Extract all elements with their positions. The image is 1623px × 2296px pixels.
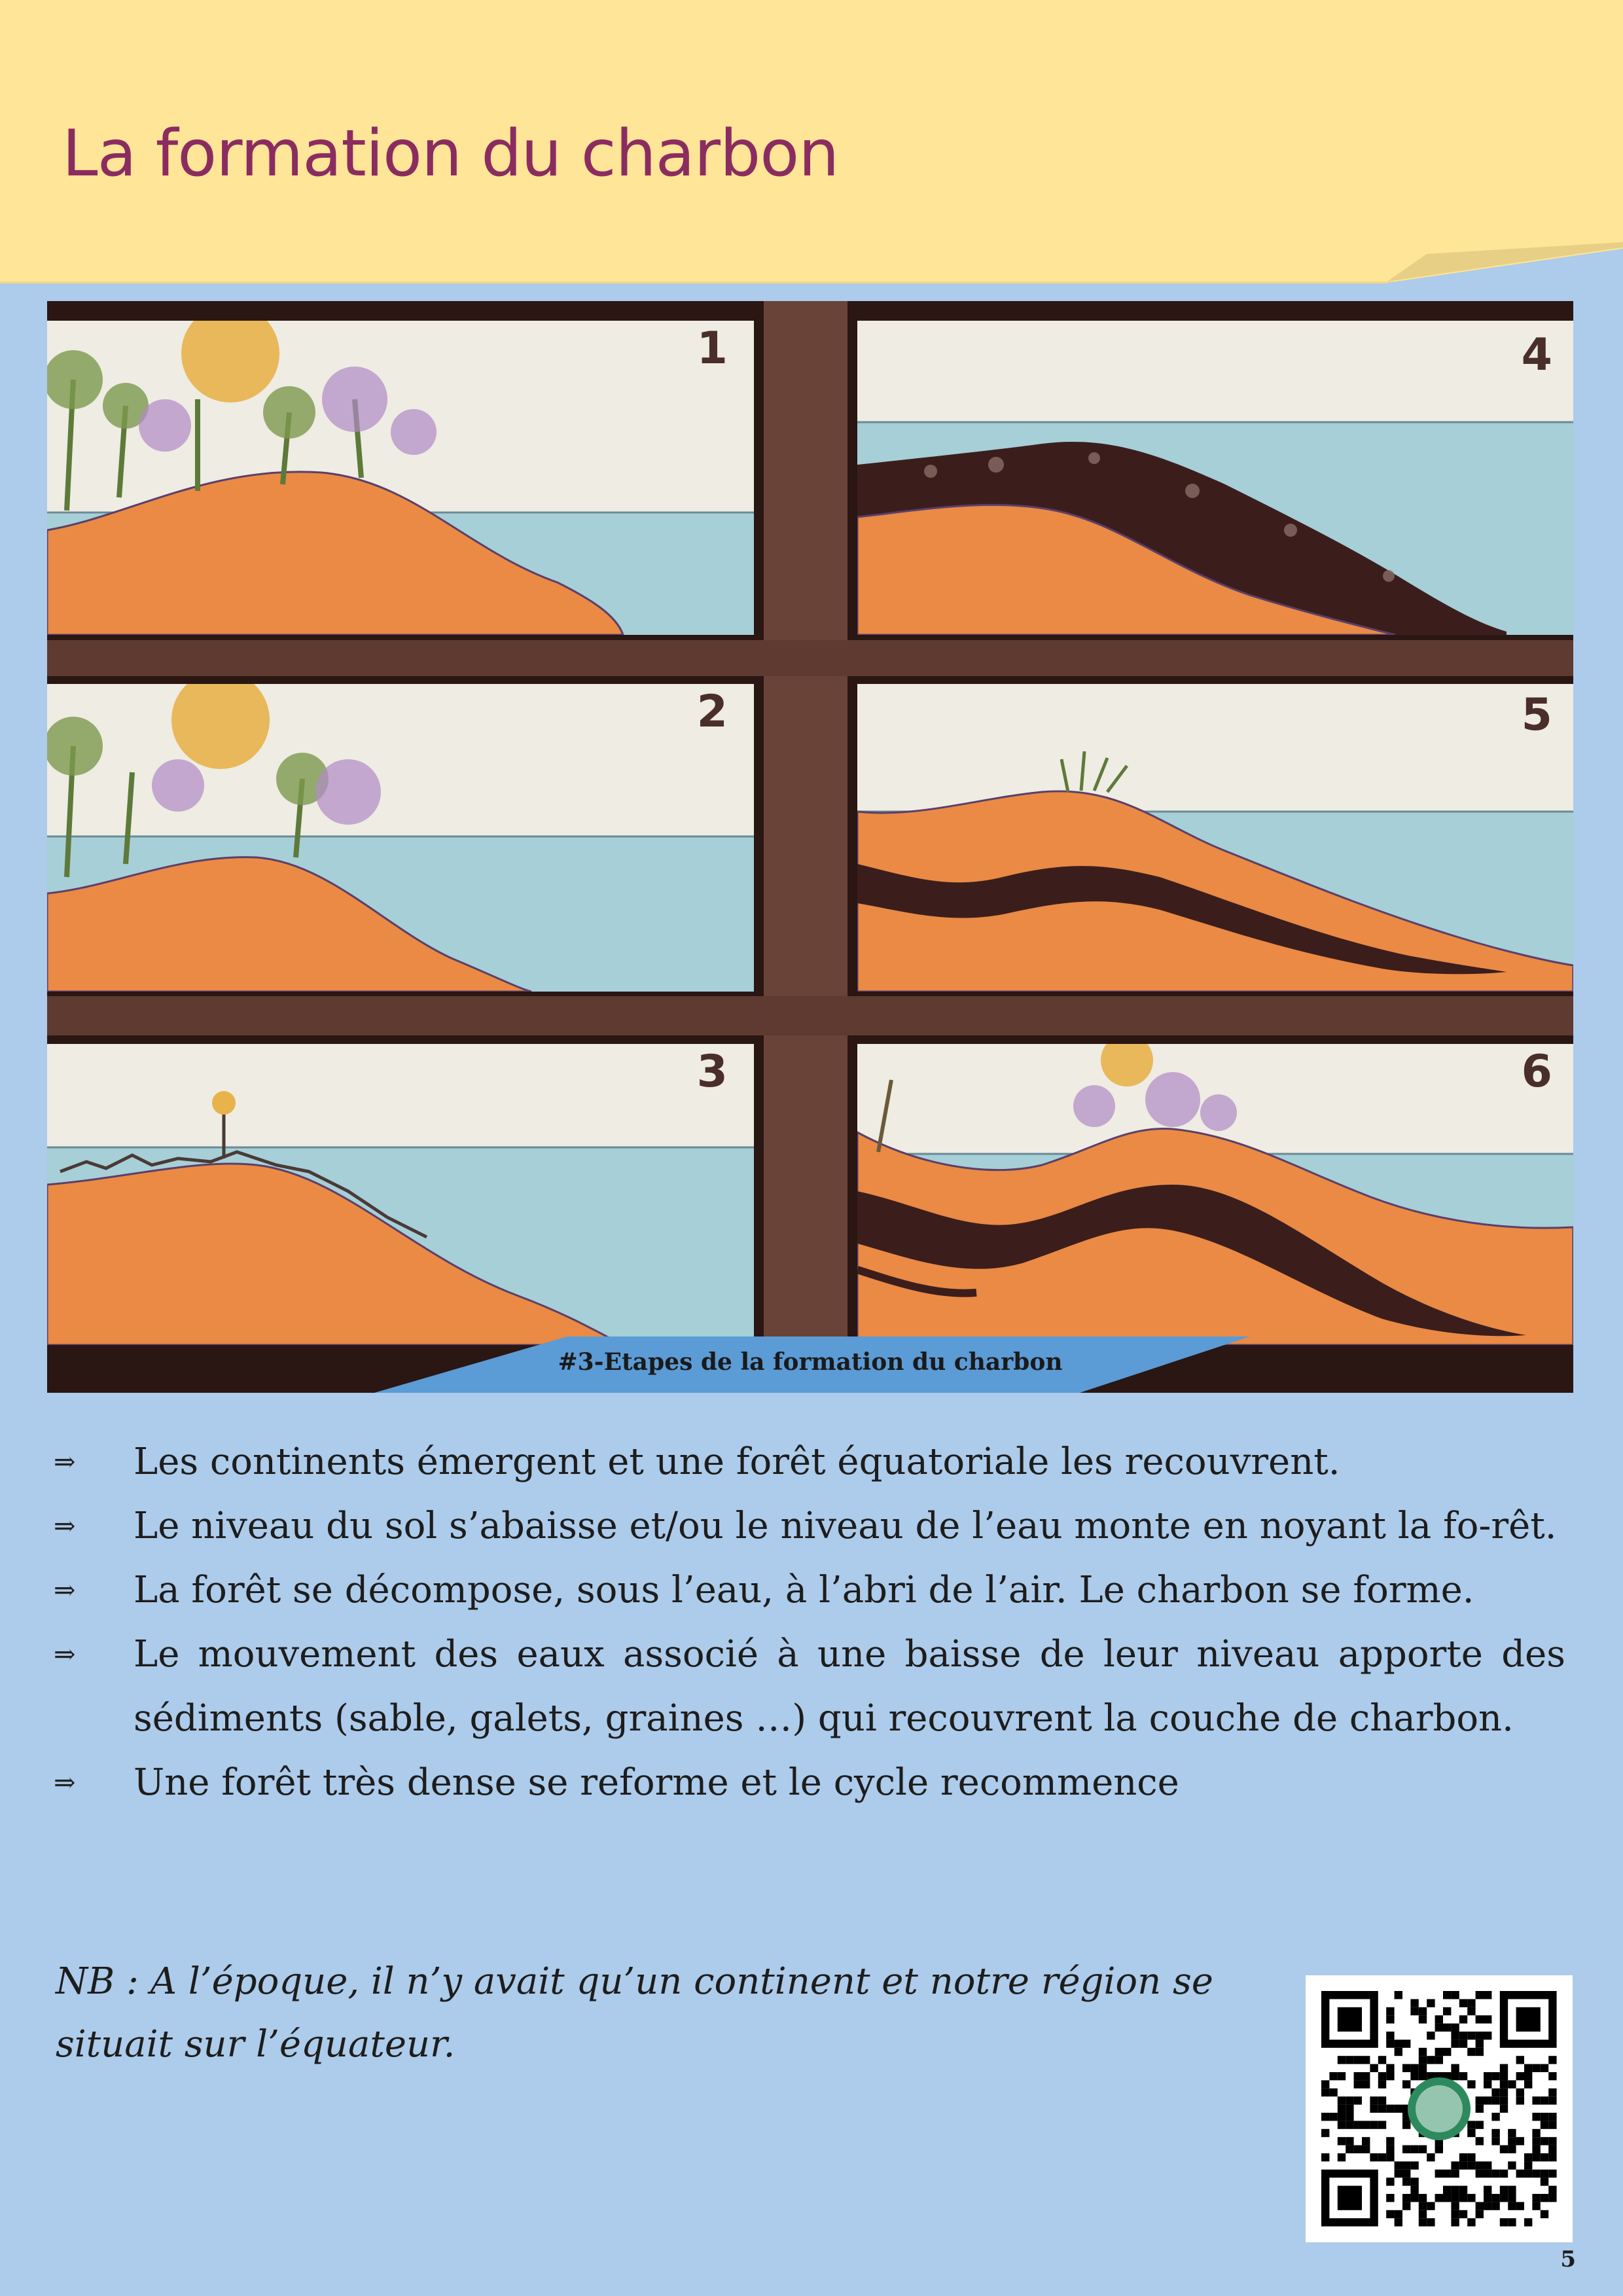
double-arrow-right-icon: ⇒ — [54, 1447, 76, 1477]
page-title: La formation du charbon — [62, 117, 839, 191]
list-item — [54, 1623, 1565, 1751]
double-arrow-right-icon: ⇒ — [54, 1640, 76, 1670]
figure-caption: #3-Etapes de la formation du charbon — [558, 1348, 1063, 1376]
step-text: Le mouvement des eaux associé à une baisse de leur niveau apporte des sédiments (sable, galets, graines …) qui recouvrent la couche de charbon. — [134, 1633, 1565, 1740]
list-item — [54, 1430, 1565, 1494]
panel-3 — [47, 1044, 754, 1345]
panel-1 — [47, 304, 754, 637]
page-curl-decoration — [1387, 242, 1623, 288]
panel-3-number: 3 — [696, 1046, 728, 1098]
panel-5 — [857, 684, 1573, 995]
step-text: Les continents émergent et une forêt équatoriale les recouvrent. — [134, 1441, 1340, 1483]
double-arrow-right-icon: ⇒ — [54, 1575, 76, 1605]
list-item — [54, 1494, 1565, 1558]
panel-6 — [857, 1034, 1573, 1345]
panel-2-number: 2 — [696, 686, 728, 738]
steps-list — [54, 1430, 1565, 1815]
coal-formation-illustration — [47, 301, 1573, 1393]
page-number: 5 — [1560, 2246, 1576, 2272]
panel-1-number: 1 — [696, 323, 728, 374]
panel-4-number: 4 — [1521, 329, 1552, 381]
panel-4 — [857, 321, 1573, 638]
double-arrow-right-icon: ⇒ — [54, 1768, 76, 1798]
step-text: La forêt se décompose, sous l’eau, à l’abri de l’air. Le charbon se forme. — [134, 1569, 1474, 1611]
list-item — [54, 1558, 1565, 1623]
panel-5-number: 5 — [1521, 689, 1552, 741]
panel-2 — [47, 671, 754, 994]
coal-formation-figure — [47, 301, 1573, 1393]
qr-code-icon[interactable] — [1306, 1975, 1573, 2242]
page-header — [0, 0, 1623, 283]
step-text: Une forêt très dense se reforme et le cycle recommence — [134, 1761, 1179, 1804]
panel-6-number: 6 — [1521, 1046, 1552, 1098]
nb-note: NB : A l’époque, il n’y avait qu’un continent et notre région se situait sur l’équateur. — [56, 1960, 1213, 2066]
double-arrow-right-icon: ⇒ — [54, 1511, 76, 1541]
list-item — [54, 1751, 1565, 1815]
step-text: Le niveau du sol s’abaisse et/ou le niveau de l’eau monte en noyant la fo-rêt. — [134, 1505, 1557, 1547]
